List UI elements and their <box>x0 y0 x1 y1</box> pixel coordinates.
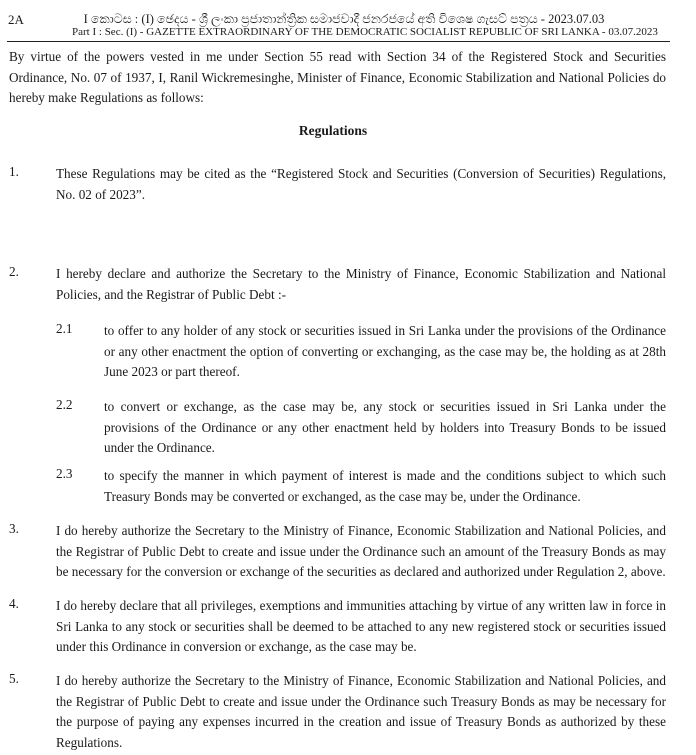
item-text: I do hereby authorize the Secretary to the Ministry of Finance, Economic Stabilization and National Policies, and the Registrar of Public Debt to create and issue under the Ordinance such Treasury Bonds as may be necessary for the purpose of paying any expenses incurred in the creation and issue of Treasury Bonds as authorized by these Regulations. <box>56 673 666 750</box>
header-english-line: Part I : Sec. (I) - GAZETTE EXTRAORDINARY OF THE DEMOCRATIC SOCIALIST REPUBLIC OF SRI LANKA - 03.07.2023 <box>72 26 658 38</box>
item-text: These Regulations may be cited as the “Registered Stock and Securities (Conversion of Securities) Regulations, No. 02 of 2023”. <box>56 166 666 202</box>
subitem-number: 2.1 <box>56 321 73 336</box>
page-number: 2A <box>8 12 24 27</box>
item-text: I do hereby authorize the Secretary to the Ministry of Finance, Economic Stabilization and National Policies, and the Registrar of Public Debt to create and issue under the Ordinance such an amount of the Treasury Bonds as may be necessary for the conversion or exchange of the securities as declared and authorized under Regulation 2, above. <box>56 523 666 579</box>
item-number: 3. <box>9 521 19 536</box>
regulations-title: Regulations <box>298 123 368 138</box>
subitem-text: to specify the manner in which payment of interest is made and the conditions subject to which such Treasury Bonds may be converted or exchanged, as the case may be, under the Ordinance. <box>104 468 666 504</box>
item-text: I do hereby declare that all privileges, exemptions and immunities attaching by virtue of any written law in force in Sri Lanka to any stock or securities shall be deemed to be attached to any new registered stock or securities issued under this Ordinance in conversion or exchange, as the case may be. <box>56 598 666 654</box>
subitem-number: 2.2 <box>56 397 73 412</box>
item-number: 4. <box>9 596 19 611</box>
header-divider <box>7 41 670 42</box>
item-number: 1. <box>9 164 19 179</box>
intro-paragraph: By virtue of the powers vested in me under Section 55 read with Section 34 of the Registered Stock and Securities Ordinance, No. 07 of 1937, I, Ranil Wickremesinghe, Minister of Finance, Economic Stabilization and National Policies do hereby make Regulations as follows: <box>9 49 666 105</box>
subitem-text: to offer to any holder of any stock or securities issued in Sri Lanka under the provisions of the Ordinance or any other enactment the option of converting or exchanging, as the case may be, the holding as at 28th June 2023 or part thereof. <box>104 323 666 379</box>
header-sinhala-line: I කොටස : (I) ඡෙදය - ශ්‍රී ලංකා ප්‍රජාතාන්ත්‍රික සමාජවාදී ජනරජයේ අති විශෙෂ ගැසට් පත්‍රය - 2023.07.03 <box>83 12 605 26</box>
page-header <box>0 0 696 40</box>
item-number: 2. <box>9 264 19 279</box>
subitem-text: to convert or exchange, as the case may be, any stock or securities issued in Sri Lanka under the provisions of the Ordinance or any other enactment held by holders into Treasury Bonds to be issued under the Ordinance. <box>104 399 666 455</box>
item-number: 5. <box>9 671 19 686</box>
subitem-number: 2.3 <box>56 466 73 481</box>
item-text: I hereby declare and authorize the Secretary to the Ministry of Finance, Economic Stabilization and National Policies, and the Registrar of Public Debt :- <box>56 266 666 302</box>
